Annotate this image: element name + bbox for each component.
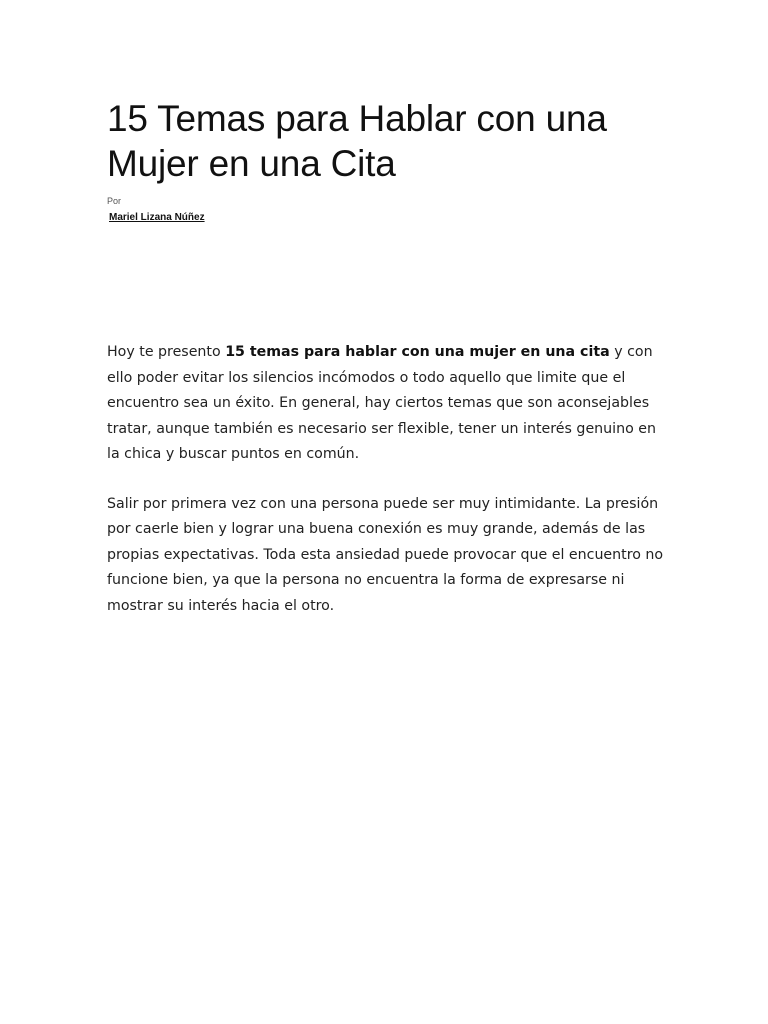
- intro-text-start: Hoy te presento: [107, 344, 226, 360]
- intro-text-end: y con ello poder evitar los silencios incómodos o todo aquello que limite que el encuentro sea un éxito. En general, hay ciertos temas que son aconsejables tratar, aunque también es necesario ser flexible, tener un interés genuino en la chica y buscar puntos en común.: [107, 344, 656, 462]
- article-body: [107, 340, 667, 643]
- article-title: 15 Temas para Hablar con una Mujer en una Cita: [107, 98, 607, 184]
- article-header: [107, 96, 667, 225]
- intro-paragraph: [107, 340, 667, 468]
- intro-bold-text: 15 temas para hablar con una mujer en una cita: [225, 344, 610, 360]
- author-link[interactable]: Mariel Lizana Núñez: [109, 212, 205, 223]
- second-paragraph: Salir por primera vez con una persona puede ser muy intimidante. La presión por caerle bien y lograr una buena conexión es muy grande, además de las propias expectativas. Toda esta ansiedad puede provocar que el encuentro no funcione bien, ya que la persona no encuentra la forma de expresarse ni mostrar su interés hacia el otro.: [107, 495, 664, 614]
- byline: [107, 196, 667, 225]
- byline-label: Por: [107, 196, 122, 206]
